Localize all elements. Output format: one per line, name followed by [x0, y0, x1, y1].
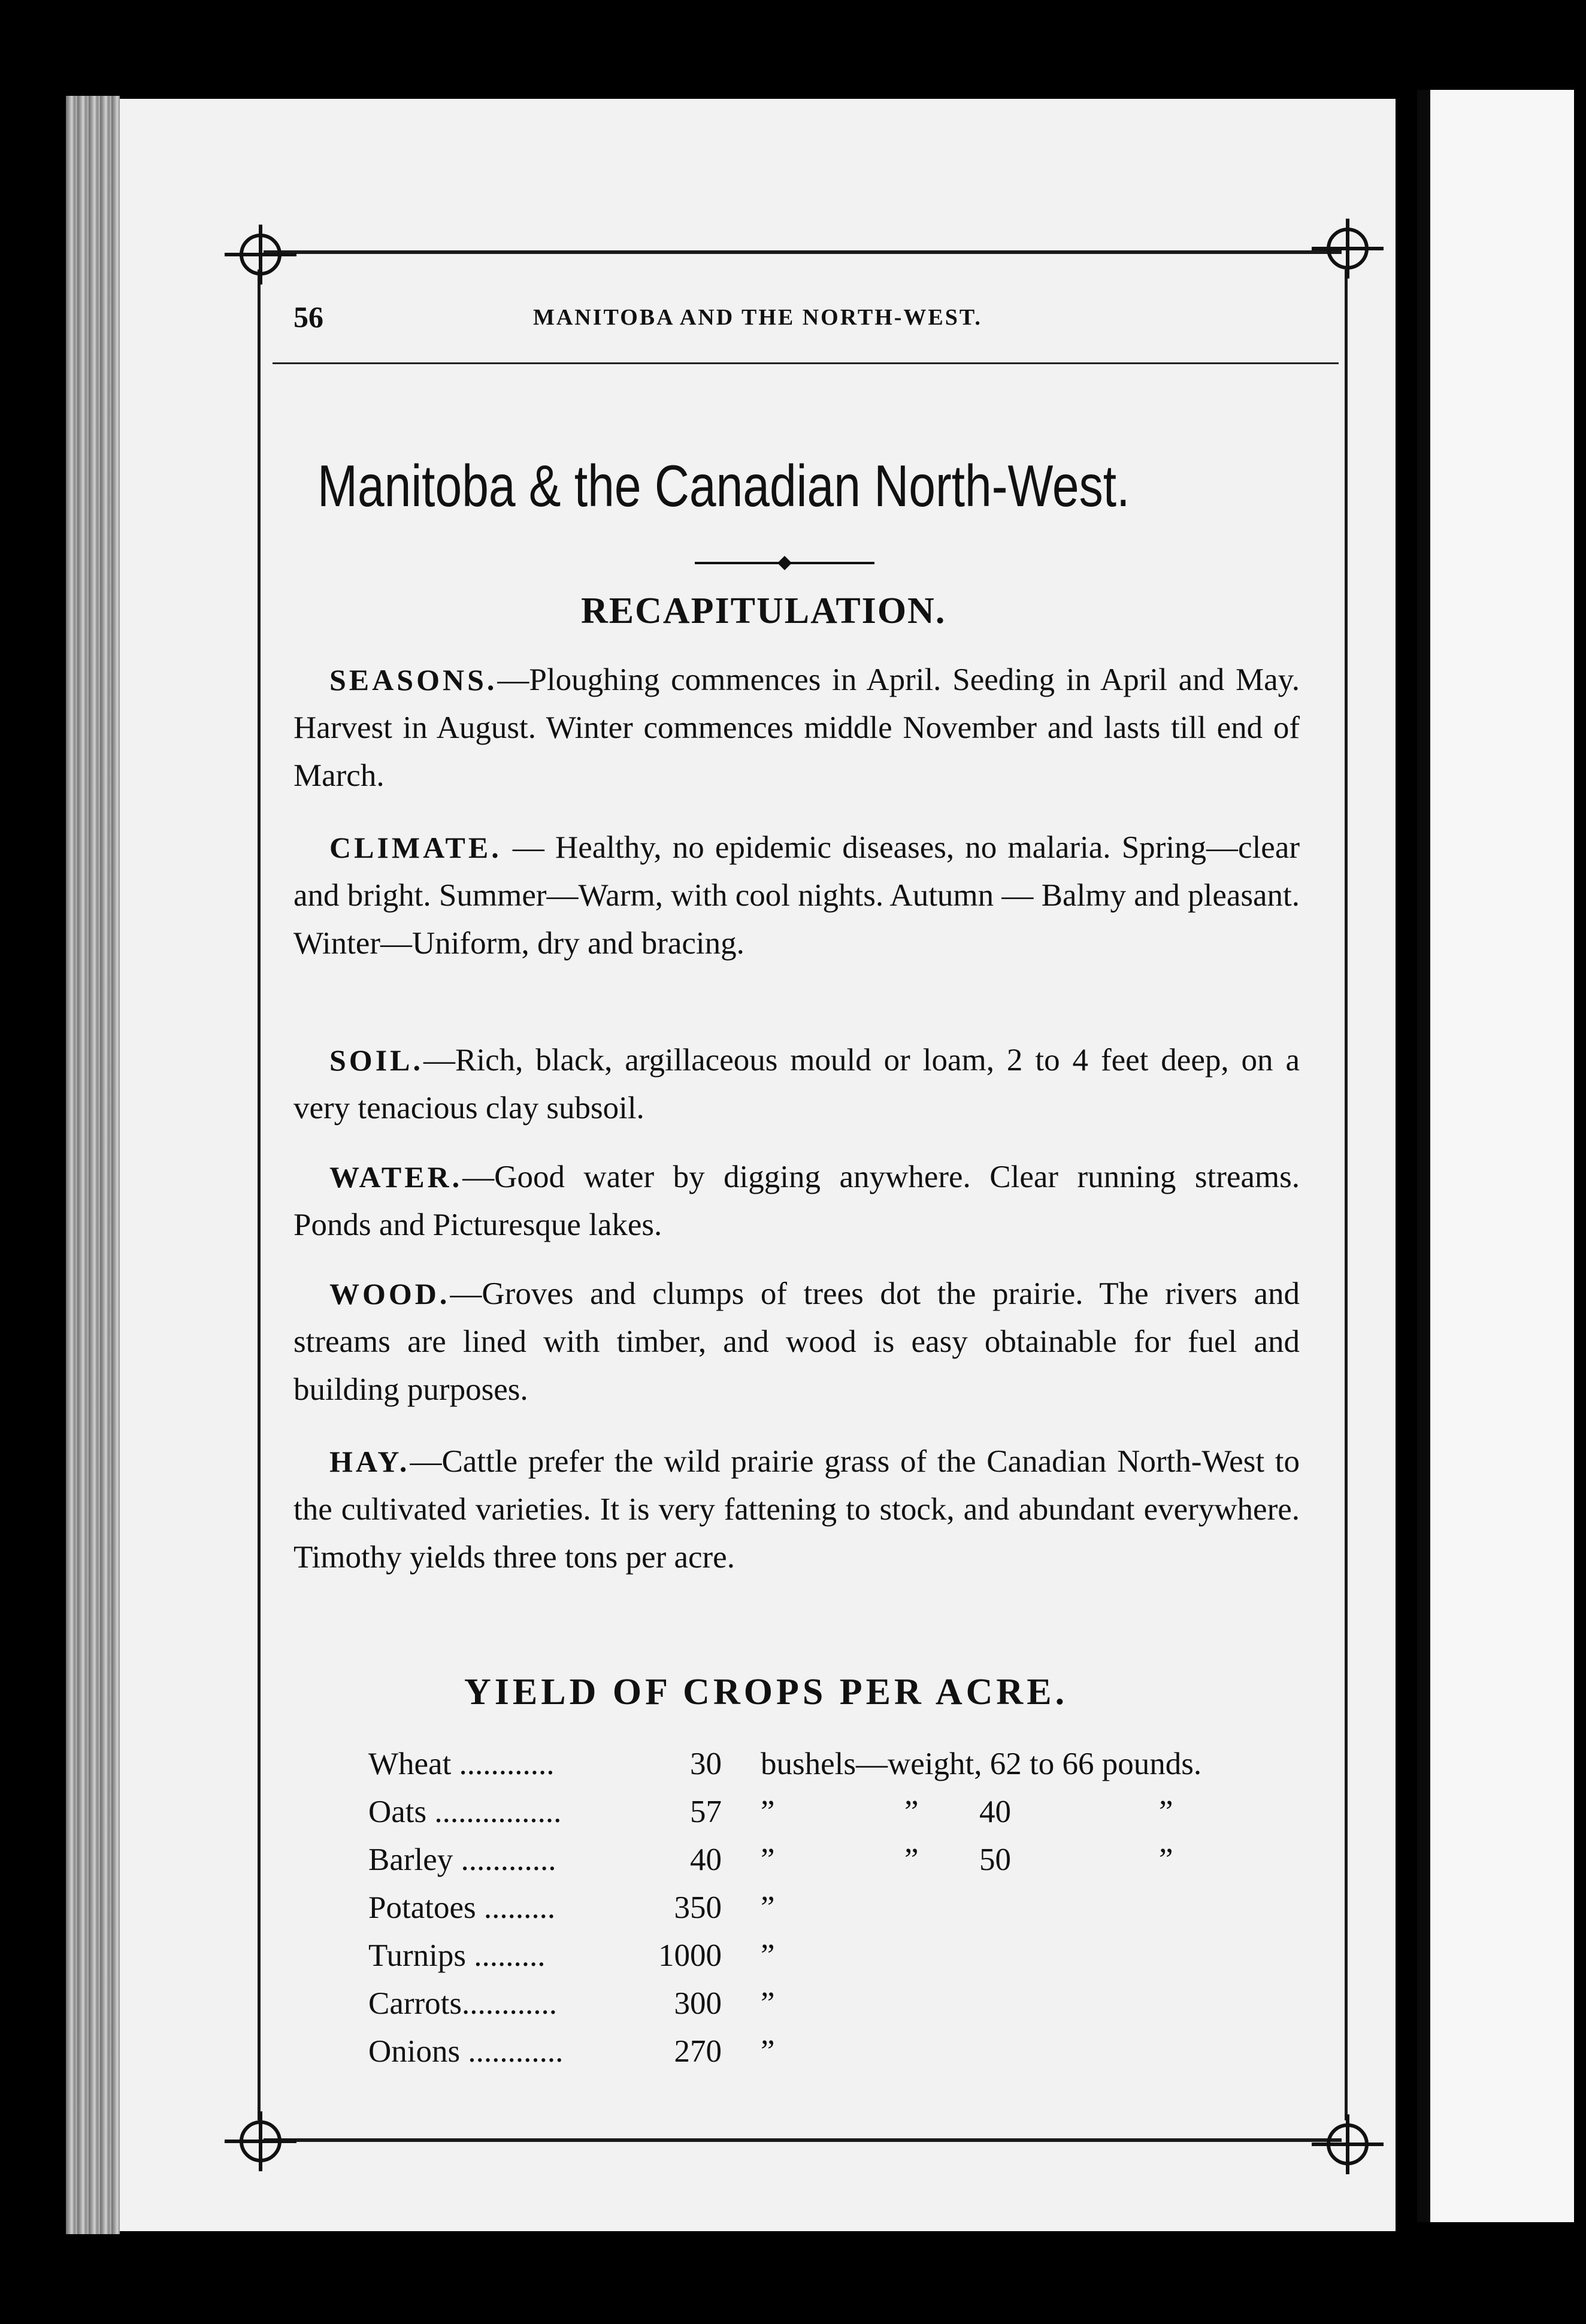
crop-quantity: 40 [690, 1842, 722, 1877]
paragraph-water [293, 1153, 1300, 1249]
crop-unit: ” [761, 1842, 775, 1877]
crop-name: Turnips ......... [368, 1938, 546, 1973]
paragraph-text: —Good water by digging anywhere. Clear running streams. Ponds and Picturesque lakes. [293, 1160, 1300, 1242]
corner-ornament-bottom-left [219, 2099, 302, 2183]
gutter-shadow [1417, 90, 1430, 2222]
section-heading: RECAPITULATION. [581, 591, 946, 631]
crop-name: Potatoes ......... [368, 1890, 556, 1925]
border-left-rule [258, 270, 261, 2120]
paragraph-wood [293, 1270, 1300, 1414]
running-head [293, 299, 1354, 341]
running-head-title: MANITOBA AND THE NORTH-WEST. [533, 305, 982, 330]
crop-name: Wheat ............ [368, 1747, 555, 1781]
paragraph-text: —Groves and clumps of trees dot the prairie. The rivers and streams are lined with timber, and wood is easy obtainable for fuel and building purposes. [293, 1276, 1300, 1407]
border-top-rule [264, 250, 1342, 254]
crop-weight: 50 [979, 1842, 1011, 1877]
paragraph-soil [293, 1036, 1300, 1132]
paragraph-climate [293, 824, 1300, 967]
crop-quantity: 350 [674, 1890, 722, 1925]
corner-ornament-top-right [1306, 207, 1390, 290]
page-stack-edge [66, 96, 120, 2234]
title-divider-ornament [695, 551, 874, 575]
ditto-mark: ” [1159, 1795, 1173, 1829]
page-number: 56 [293, 300, 323, 334]
running-head-rule [273, 362, 1339, 364]
crop-unit: ” [761, 1986, 775, 2021]
crop-unit: ” [761, 1938, 775, 1973]
corner-ornament-top-left [219, 213, 302, 296]
crop-quantity: 30 [690, 1747, 722, 1781]
table-row [368, 1794, 1387, 1842]
table-row [368, 1746, 1387, 1794]
facing-page-edge [1430, 90, 1574, 2222]
crop-unit: ” [761, 2034, 775, 2069]
paragraph-lead: WATER. [329, 1160, 463, 1194]
crop-name: Oats ................ [368, 1795, 562, 1829]
yield-table-title: YIELD OF CROPS PER ACRE. [464, 1672, 1069, 1712]
yield-table [368, 1746, 1387, 2081]
paragraph-seasons [293, 656, 1300, 800]
crop-name: Barley ............ [368, 1842, 556, 1877]
crop-quantity: 57 [690, 1795, 722, 1829]
table-row [368, 1842, 1387, 1890]
crop-name: Carrots............ [368, 1986, 558, 2021]
crop-weight: 40 [979, 1795, 1011, 1829]
table-row [368, 2034, 1387, 2081]
paragraph-lead: HAY. [329, 1445, 410, 1478]
paragraph-lead: SEASONS. [329, 663, 498, 697]
border-bottom-rule [264, 2138, 1342, 2142]
paragraph-hay [293, 1438, 1300, 1581]
crop-quantity: 1000 [658, 1938, 722, 1973]
crop-quantity: 300 [674, 1986, 722, 2021]
table-row [368, 1986, 1387, 2034]
ditto-mark: ” [1159, 1842, 1173, 1877]
corner-ornament-bottom-right [1306, 2102, 1390, 2186]
paragraph-lead: CLIMATE. [329, 831, 502, 864]
paragraph-text: —Cattle prefer the wild prairie grass of the Canadian North-West to the cultivated varieties. It is very fattening to stock, and abundant everywhere. Timothy yields three tons per acre. [293, 1444, 1300, 1575]
page-title: Manitoba & the Canadian North-West. [317, 453, 1130, 519]
paragraph-text: —Ploughing commences in April. Seeding in April and May. Harvest in August. Winter commences middle November and lasts till end of March. [293, 662, 1300, 793]
crop-quantity: 270 [674, 2034, 722, 2069]
crop-name: Onions ............ [368, 2034, 564, 2069]
crop-unit: ” [761, 1890, 775, 1925]
ditto-mark: ” [904, 1795, 919, 1829]
crop-unit: bushels—weight, 62 to 66 pounds. [761, 1747, 1202, 1781]
table-row [368, 1890, 1387, 1938]
paragraph-lead: WOOD. [329, 1277, 450, 1311]
paragraph-text: —Rich, black, argillaceous mould or loam, 2 to 4 feet deep, on a very tenacious clay subsoil. [293, 1043, 1300, 1125]
crop-unit: ” [761, 1795, 775, 1829]
paragraph-text: — Healthy, no epidemic diseases, no malaria. Spring—clear and bright. Summer—Warm, with cool nights. Autumn — Balmy and pleasant. Winter—Uniform, dry and bracing. [293, 830, 1300, 961]
paragraph-lead: SOIL. [329, 1043, 424, 1077]
ditto-mark: ” [904, 1842, 919, 1877]
table-row [368, 1938, 1387, 1986]
